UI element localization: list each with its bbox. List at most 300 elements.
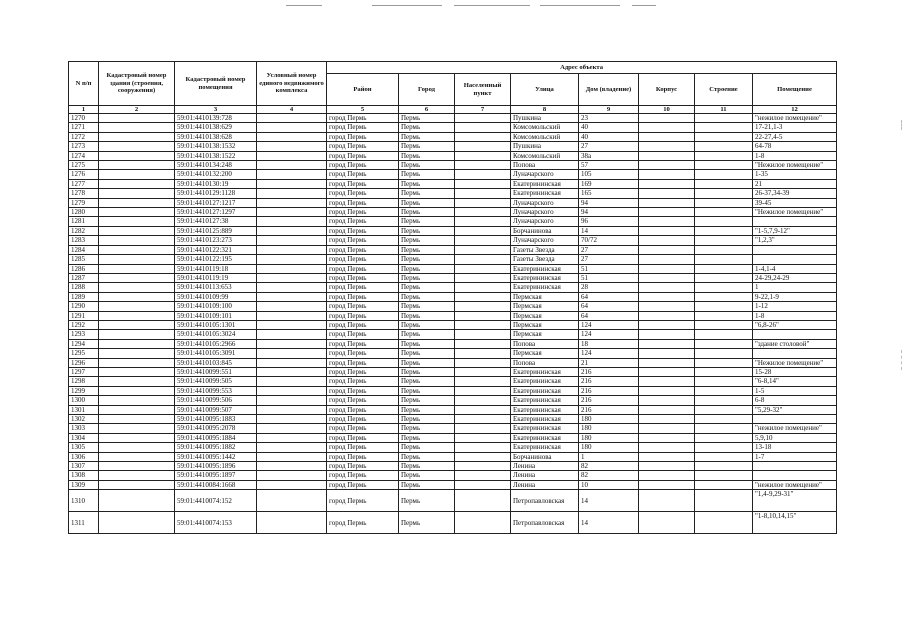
cell-cad-building bbox=[99, 273, 175, 282]
cell-premises: "1-8,10,14,15" bbox=[753, 512, 837, 534]
cell-cond-num bbox=[257, 264, 327, 273]
table-row bbox=[69, 405, 837, 414]
cell-cad-building bbox=[99, 512, 175, 534]
cell-cond-num bbox=[257, 396, 327, 405]
cell-street: Екатерининская bbox=[511, 367, 579, 376]
cell-premises: "здание столовой" bbox=[753, 339, 837, 348]
cell-building bbox=[695, 443, 753, 452]
cell-building bbox=[695, 151, 753, 160]
cell-cad-building bbox=[99, 245, 175, 254]
top-rule-1 bbox=[286, 5, 322, 6]
table-row bbox=[69, 226, 837, 235]
cell-korpus bbox=[639, 367, 695, 376]
cell-korpus bbox=[639, 452, 695, 461]
cell-num: 1293 bbox=[69, 330, 99, 339]
cell-num: 1279 bbox=[69, 198, 99, 207]
cell-korpus bbox=[639, 255, 695, 264]
cell-locality bbox=[455, 415, 511, 424]
cell-premises: 1-7 bbox=[753, 452, 837, 461]
cell-cond-num bbox=[257, 443, 327, 452]
table-row bbox=[69, 217, 837, 226]
cell-cond-num bbox=[257, 123, 327, 132]
cell-korpus bbox=[639, 208, 695, 217]
table-row bbox=[69, 433, 837, 442]
cell-cad-building bbox=[99, 217, 175, 226]
cell-district: город Пермь bbox=[327, 198, 399, 207]
cell-cad-room: 59:01:4410095:1884 bbox=[175, 433, 257, 442]
cell-korpus bbox=[639, 217, 695, 226]
cell-district: город Пермь bbox=[327, 302, 399, 311]
cell-locality bbox=[455, 132, 511, 141]
table-row bbox=[69, 264, 837, 273]
cell-num: 1289 bbox=[69, 292, 99, 301]
cell-premises bbox=[753, 415, 837, 424]
cell-locality bbox=[455, 452, 511, 461]
cell-premises bbox=[753, 462, 837, 471]
cell-cad-building bbox=[99, 236, 175, 245]
cell-cad-building bbox=[99, 367, 175, 376]
column-numbers-row bbox=[69, 106, 837, 114]
cell-cond-num bbox=[257, 217, 327, 226]
cell-korpus bbox=[639, 236, 695, 245]
cell-premises: "нежилое помещение" bbox=[753, 424, 837, 433]
cell-num: 1311 bbox=[69, 512, 99, 534]
cell-cad-room: 59:01:4410138:1532 bbox=[175, 142, 257, 151]
cell-house: 40 bbox=[579, 123, 639, 132]
address-table bbox=[68, 61, 837, 534]
cell-cad-room: 59:01:4410109:99 bbox=[175, 292, 257, 301]
header-building: Строение bbox=[695, 74, 753, 106]
cell-city: Пермь bbox=[399, 377, 455, 386]
cell-city: Пермь bbox=[399, 490, 455, 512]
cell-district: город Пермь bbox=[327, 142, 399, 151]
cell-cond-num bbox=[257, 358, 327, 367]
cell-num: 1283 bbox=[69, 236, 99, 245]
cell-city: Пермь bbox=[399, 424, 455, 433]
cell-cond-num bbox=[257, 114, 327, 123]
table-row bbox=[69, 349, 837, 358]
cell-num: 1271 bbox=[69, 123, 99, 132]
cell-district: город Пермь bbox=[327, 471, 399, 480]
cell-house: 64 bbox=[579, 292, 639, 301]
cell-korpus bbox=[639, 433, 695, 442]
cell-cad-building bbox=[99, 264, 175, 273]
table-row bbox=[69, 198, 837, 207]
cell-korpus bbox=[639, 283, 695, 292]
cell-district: город Пермь bbox=[327, 255, 399, 264]
cell-building bbox=[695, 462, 753, 471]
cell-street: Екатерининская bbox=[511, 415, 579, 424]
table-row bbox=[69, 471, 837, 480]
cell-street: Попова bbox=[511, 358, 579, 367]
cell-cad-building bbox=[99, 161, 175, 170]
cell-locality bbox=[455, 179, 511, 188]
cell-cad-building bbox=[99, 358, 175, 367]
table-row bbox=[69, 208, 837, 217]
cell-korpus bbox=[639, 226, 695, 235]
cell-cond-num bbox=[257, 208, 327, 217]
cell-cad-room: 59:01:4410084:1668 bbox=[175, 480, 257, 489]
cell-cond-num bbox=[257, 490, 327, 512]
cell-korpus bbox=[639, 151, 695, 160]
cell-premises: 64-78 bbox=[753, 142, 837, 151]
cell-house: 51 bbox=[579, 273, 639, 282]
cell-num: 1295 bbox=[69, 349, 99, 358]
cell-building bbox=[695, 292, 753, 301]
cell-district: город Пермь bbox=[327, 424, 399, 433]
cell-street: Комсомольский bbox=[511, 151, 579, 160]
cell-korpus bbox=[639, 471, 695, 480]
cell-locality bbox=[455, 396, 511, 405]
cell-house: 216 bbox=[579, 386, 639, 395]
cell-cond-num bbox=[257, 330, 327, 339]
cell-building bbox=[695, 226, 753, 235]
cell-locality bbox=[455, 330, 511, 339]
cell-premises: "5,29-32" bbox=[753, 405, 837, 414]
cell-num: 1275 bbox=[69, 161, 99, 170]
cell-cond-num bbox=[257, 170, 327, 179]
table-row bbox=[69, 415, 837, 424]
cell-building bbox=[695, 179, 753, 188]
cell-district: город Пермь bbox=[327, 443, 399, 452]
cell-district: город Пермь bbox=[327, 358, 399, 367]
cell-cad-building bbox=[99, 480, 175, 489]
cell-korpus bbox=[639, 512, 695, 534]
cell-street: Луначарского bbox=[511, 208, 579, 217]
cell-building bbox=[695, 433, 753, 442]
cell-cad-room: 59:01:4410074:153 bbox=[175, 512, 257, 534]
cell-cad-room: 59:01:4410139:728 bbox=[175, 114, 257, 123]
table-row bbox=[69, 358, 837, 367]
cell-street: Екатерининская bbox=[511, 396, 579, 405]
cell-korpus bbox=[639, 377, 695, 386]
cell-korpus bbox=[639, 358, 695, 367]
cell-cond-num bbox=[257, 302, 327, 311]
cell-street: Пермская bbox=[511, 311, 579, 320]
cell-num: 1273 bbox=[69, 142, 99, 151]
cell-cond-num bbox=[257, 405, 327, 414]
cell-premises: "нежилое помещение" bbox=[753, 480, 837, 489]
cell-cond-num bbox=[257, 433, 327, 442]
table-row bbox=[69, 292, 837, 301]
cell-house: 10 bbox=[579, 480, 639, 489]
cell-num: 1290 bbox=[69, 302, 99, 311]
cell-city: Пермь bbox=[399, 283, 455, 292]
cell-num: 1307 bbox=[69, 462, 99, 471]
cell-city: Пермь bbox=[399, 386, 455, 395]
cell-num: 1303 bbox=[69, 424, 99, 433]
cell-korpus bbox=[639, 480, 695, 489]
cell-premises bbox=[753, 255, 837, 264]
cell-street: Екатерининская bbox=[511, 405, 579, 414]
column-number: 3 bbox=[175, 106, 257, 114]
table-row bbox=[69, 273, 837, 282]
cell-district: город Пермь bbox=[327, 462, 399, 471]
cell-korpus bbox=[639, 114, 695, 123]
cell-house: 216 bbox=[579, 367, 639, 376]
cell-cad-building bbox=[99, 490, 175, 512]
cell-street: Петропавловская bbox=[511, 512, 579, 534]
cell-cad-room: 59:01:4410105:2966 bbox=[175, 339, 257, 348]
table-row bbox=[69, 245, 837, 254]
cell-cad-building bbox=[99, 255, 175, 264]
cell-locality bbox=[455, 367, 511, 376]
cell-cond-num bbox=[257, 377, 327, 386]
cell-district: город Пермь bbox=[327, 415, 399, 424]
cell-house: 124 bbox=[579, 320, 639, 329]
cell-cond-num bbox=[257, 452, 327, 461]
cell-street: Пушкина bbox=[511, 114, 579, 123]
table-row bbox=[69, 179, 837, 188]
cell-building bbox=[695, 170, 753, 179]
cell-cad-room: 59:01:4410103:845 bbox=[175, 358, 257, 367]
cell-street: Пермская bbox=[511, 292, 579, 301]
cell-cond-num bbox=[257, 179, 327, 188]
cell-locality bbox=[455, 302, 511, 311]
cell-num: 1299 bbox=[69, 386, 99, 395]
cell-cad-room: 59:01:4410132:200 bbox=[175, 170, 257, 179]
cell-district: город Пермь bbox=[327, 512, 399, 534]
cell-premises: 1-8 bbox=[753, 311, 837, 320]
cell-cond-num bbox=[257, 255, 327, 264]
table-row bbox=[69, 377, 837, 386]
cell-city: Пермь bbox=[399, 480, 455, 489]
header-city: Город bbox=[399, 74, 455, 106]
cell-street: Борчанинова bbox=[511, 452, 579, 461]
cell-cond-num bbox=[257, 424, 327, 433]
cell-city: Пермь bbox=[399, 114, 455, 123]
cell-building bbox=[695, 123, 753, 132]
cell-district: город Пермь bbox=[327, 405, 399, 414]
cell-cad-building bbox=[99, 320, 175, 329]
cell-city: Пермь bbox=[399, 273, 455, 282]
cell-locality bbox=[455, 462, 511, 471]
table-row bbox=[69, 386, 837, 395]
cell-street: Пермская bbox=[511, 330, 579, 339]
cell-premises: "6-8,14" bbox=[753, 377, 837, 386]
cell-num: 1302 bbox=[69, 415, 99, 424]
cell-num: 1305 bbox=[69, 443, 99, 452]
cell-cad-room: 59:01:4410095:1883 bbox=[175, 415, 257, 424]
cell-premises: 6-8 bbox=[753, 396, 837, 405]
cell-locality bbox=[455, 142, 511, 151]
cell-cad-room: 59:01:4410127:38 bbox=[175, 217, 257, 226]
cell-korpus bbox=[639, 349, 695, 358]
table-row bbox=[69, 320, 837, 329]
column-number: 12 bbox=[753, 106, 837, 114]
cell-cad-room: 59:01:4410138:1522 bbox=[175, 151, 257, 160]
cell-street: Попова bbox=[511, 161, 579, 170]
cell-cad-room: 59:01:4410095:2078 bbox=[175, 424, 257, 433]
cell-locality bbox=[455, 480, 511, 489]
cell-cad-room: 59:01:4410095:1882 bbox=[175, 443, 257, 452]
cell-locality bbox=[455, 339, 511, 348]
cell-cad-room: 59:01:4410109:100 bbox=[175, 302, 257, 311]
cell-premises: "Нежилое помещение" bbox=[753, 358, 837, 367]
cell-building bbox=[695, 198, 753, 207]
cell-house: 27 bbox=[579, 255, 639, 264]
cell-house: 57 bbox=[579, 161, 639, 170]
cell-korpus bbox=[639, 302, 695, 311]
column-number: 7 bbox=[455, 106, 511, 114]
cell-building bbox=[695, 358, 753, 367]
header-house: Дом (владение) bbox=[579, 74, 639, 106]
cell-premises: 39-45 bbox=[753, 198, 837, 207]
cell-district: город Пермь bbox=[327, 396, 399, 405]
cell-locality bbox=[455, 405, 511, 414]
cell-cad-building bbox=[99, 142, 175, 151]
cell-locality bbox=[455, 198, 511, 207]
cell-cad-building bbox=[99, 151, 175, 160]
cell-house: 216 bbox=[579, 405, 639, 414]
cell-house: 14 bbox=[579, 512, 639, 534]
edge-mark-2 bbox=[901, 350, 902, 370]
cell-num: 1281 bbox=[69, 217, 99, 226]
cell-building bbox=[695, 415, 753, 424]
cell-premises: "6,8-26" bbox=[753, 320, 837, 329]
cell-building bbox=[695, 273, 753, 282]
cell-cad-building bbox=[99, 114, 175, 123]
cell-house: 180 bbox=[579, 415, 639, 424]
table-row bbox=[69, 302, 837, 311]
cell-city: Пермь bbox=[399, 170, 455, 179]
table-row bbox=[69, 255, 837, 264]
cell-district: город Пермь bbox=[327, 490, 399, 512]
cell-korpus bbox=[639, 292, 695, 301]
cell-cond-num bbox=[257, 189, 327, 198]
cell-premises: "Нежилое помещение" bbox=[753, 161, 837, 170]
cell-locality bbox=[455, 443, 511, 452]
cell-cad-room: 59:01:4410119:18 bbox=[175, 264, 257, 273]
cell-building bbox=[695, 132, 753, 141]
cell-cond-num bbox=[257, 236, 327, 245]
cell-korpus bbox=[639, 123, 695, 132]
cell-cad-building bbox=[99, 189, 175, 198]
cell-locality bbox=[455, 512, 511, 534]
table-row bbox=[69, 151, 837, 160]
cell-building bbox=[695, 349, 753, 358]
cell-premises: "Нежилое помещение" bbox=[753, 208, 837, 217]
cell-city: Пермь bbox=[399, 302, 455, 311]
cell-city: Пермь bbox=[399, 123, 455, 132]
cell-locality bbox=[455, 471, 511, 480]
cell-district: город Пермь bbox=[327, 292, 399, 301]
table-row bbox=[69, 170, 837, 179]
cell-cad-building bbox=[99, 443, 175, 452]
cell-cad-room: 59:01:4410127:1217 bbox=[175, 198, 257, 207]
cell-city: Пермь bbox=[399, 217, 455, 226]
cell-locality bbox=[455, 349, 511, 358]
cell-city: Пермь bbox=[399, 320, 455, 329]
cell-house: 124 bbox=[579, 349, 639, 358]
cell-num: 1270 bbox=[69, 114, 99, 123]
cell-building bbox=[695, 471, 753, 480]
cell-cad-room: 59:01:4410130:19 bbox=[175, 179, 257, 188]
table-row bbox=[69, 189, 837, 198]
cell-city: Пермь bbox=[399, 311, 455, 320]
cell-street: Луначарского bbox=[511, 170, 579, 179]
cell-locality bbox=[455, 264, 511, 273]
cell-house: 14 bbox=[579, 226, 639, 235]
cell-district: город Пермь bbox=[327, 330, 399, 339]
cell-locality bbox=[455, 490, 511, 512]
cell-building bbox=[695, 320, 753, 329]
cell-building bbox=[695, 452, 753, 461]
cell-premises: 24-29,24-29 bbox=[753, 273, 837, 282]
cell-building bbox=[695, 330, 753, 339]
cell-district: город Пермь bbox=[327, 386, 399, 395]
cell-cad-room: 59:01:4410099:506 bbox=[175, 396, 257, 405]
cell-city: Пермь bbox=[399, 405, 455, 414]
cell-korpus bbox=[639, 339, 695, 348]
cell-num: 1274 bbox=[69, 151, 99, 160]
cell-district: город Пермь bbox=[327, 179, 399, 188]
cell-street: Екатерининская bbox=[511, 179, 579, 188]
cell-locality bbox=[455, 292, 511, 301]
table-row bbox=[69, 161, 837, 170]
cell-building bbox=[695, 480, 753, 489]
table-row bbox=[69, 480, 837, 489]
cell-num: 1296 bbox=[69, 358, 99, 367]
cell-premises: 1-12 bbox=[753, 302, 837, 311]
cell-locality bbox=[455, 123, 511, 132]
cell-building bbox=[695, 245, 753, 254]
cell-city: Пермь bbox=[399, 462, 455, 471]
table-row bbox=[69, 311, 837, 320]
header-district: Район bbox=[327, 74, 399, 106]
cell-street: Пермская bbox=[511, 349, 579, 358]
cell-district: город Пермь bbox=[327, 189, 399, 198]
cell-korpus bbox=[639, 264, 695, 273]
cell-city: Пермь bbox=[399, 512, 455, 534]
cell-locality bbox=[455, 273, 511, 282]
cell-cad-building bbox=[99, 132, 175, 141]
cell-building bbox=[695, 264, 753, 273]
table-row bbox=[69, 123, 837, 132]
cell-building bbox=[695, 490, 753, 512]
cell-korpus bbox=[639, 132, 695, 141]
cell-cad-building bbox=[99, 283, 175, 292]
column-number: 6 bbox=[399, 106, 455, 114]
cell-cad-building bbox=[99, 311, 175, 320]
cell-street: Екатерининская bbox=[511, 273, 579, 282]
cell-street: Ленина bbox=[511, 471, 579, 480]
cell-street: Пермская bbox=[511, 320, 579, 329]
column-number: 5 bbox=[327, 106, 399, 114]
cell-num: 1297 bbox=[69, 367, 99, 376]
cell-district: город Пермь bbox=[327, 114, 399, 123]
cell-district: город Пермь bbox=[327, 311, 399, 320]
cell-district: город Пермь bbox=[327, 132, 399, 141]
cell-cond-num bbox=[257, 349, 327, 358]
header-cad-room: Кадастровый номер помещения bbox=[175, 62, 257, 106]
table-row bbox=[69, 424, 837, 433]
cell-num: 1308 bbox=[69, 471, 99, 480]
column-number: 11 bbox=[695, 106, 753, 114]
cell-house: 96 bbox=[579, 217, 639, 226]
column-number: 9 bbox=[579, 106, 639, 114]
cell-cad-room: 59:01:4410105:3091 bbox=[175, 349, 257, 358]
cell-cad-building bbox=[99, 415, 175, 424]
cell-cond-num bbox=[257, 480, 327, 489]
cell-cad-building bbox=[99, 396, 175, 405]
cell-house: 23 bbox=[579, 114, 639, 123]
cell-house: 180 bbox=[579, 443, 639, 452]
cell-city: Пермь bbox=[399, 132, 455, 141]
cell-premises: "нежилое помещение" bbox=[753, 114, 837, 123]
table-row bbox=[69, 114, 837, 123]
cell-premises: "1-5,7,9-12" bbox=[753, 226, 837, 235]
